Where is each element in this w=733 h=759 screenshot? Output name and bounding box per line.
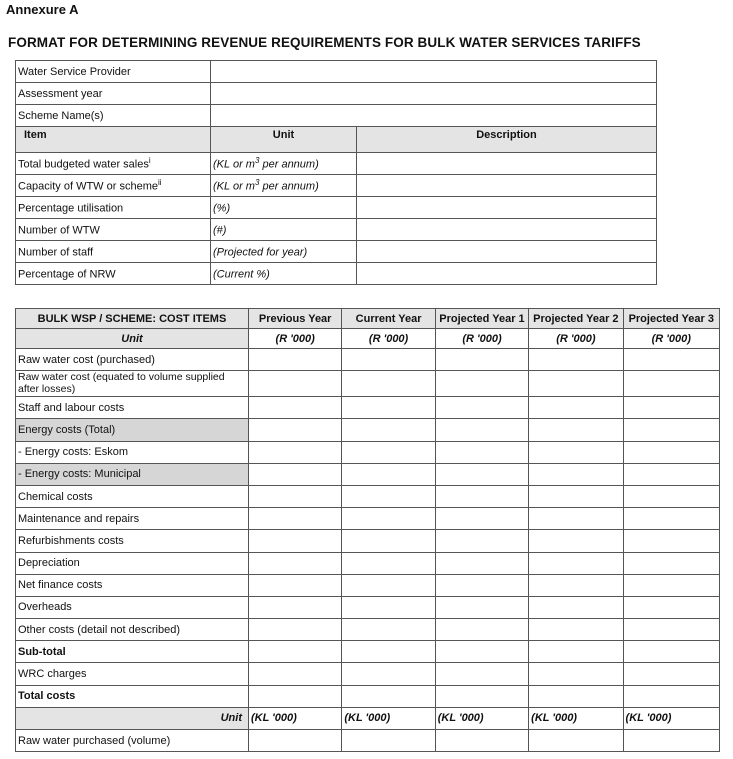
cost-value-cell[interactable] [623, 685, 719, 707]
header-cost-items: BULK WSP / SCHEME: COST ITEMS [16, 309, 249, 329]
cost-value-cell[interactable] [435, 685, 528, 707]
cost-value-cell[interactable] [623, 419, 719, 441]
scheme-info-table [15, 60, 657, 285]
unit-value [211, 197, 357, 219]
cost-value-cell[interactable] [529, 596, 623, 618]
table-row [16, 263, 657, 285]
cost-value-cell[interactable] [435, 663, 528, 685]
cost-value-cell[interactable] [435, 530, 528, 552]
cost-value-cell[interactable] [623, 397, 719, 419]
volume-unit: (KL '000) [435, 707, 528, 729]
cost-value-cell[interactable] [623, 552, 719, 574]
cost-item-label: - Energy costs: Eskom [16, 441, 249, 463]
cost-value-cell[interactable] [435, 596, 528, 618]
unit-exponent: 3 [254, 178, 260, 188]
cost-value-cell[interactable] [342, 685, 435, 707]
table-row [16, 175, 657, 197]
cost-value-cell[interactable] [342, 441, 435, 463]
cost-value-cell[interactable] [623, 463, 719, 485]
cost-value-cell[interactable] [529, 349, 623, 371]
table-row [16, 397, 720, 419]
description-cell[interactable] [357, 175, 657, 197]
cost-item-label: Raw water cost (equated to volume supplied after losses) [16, 371, 249, 397]
volume-unit: (KL '000) [529, 707, 623, 729]
cost-value-cell[interactable] [248, 463, 341, 485]
cost-value-cell[interactable] [248, 349, 341, 371]
cost-value-cell[interactable] [529, 441, 623, 463]
cost-value-cell[interactable] [248, 397, 341, 419]
cost-value-cell[interactable] [623, 441, 719, 463]
volume-value-cell[interactable] [623, 730, 719, 752]
cost-value-cell[interactable] [248, 508, 341, 530]
header-item: Item [16, 127, 211, 153]
cost-value-cell[interactable] [623, 508, 719, 530]
unit-text: (#) [213, 224, 227, 237]
item-label [16, 263, 211, 285]
cost-item-label: Raw water purchased (volume) [16, 730, 249, 752]
volume-unit-row [16, 707, 720, 729]
table-row [16, 349, 720, 371]
cost-value-cell[interactable] [342, 463, 435, 485]
cost-value-cell[interactable] [342, 663, 435, 685]
item-text: Total budgeted water sales [18, 158, 149, 171]
cost-item-label: Other costs (detail not described) [16, 619, 249, 641]
currency-unit: (R '000) [342, 329, 435, 349]
cost-value-cell[interactable] [529, 619, 623, 641]
cost-value-cell[interactable] [435, 619, 528, 641]
cost-value-cell[interactable] [623, 663, 719, 685]
currency-unit: (R '000) [529, 329, 623, 349]
item-text: Number of WTW [18, 224, 100, 237]
description-cell[interactable] [357, 241, 657, 263]
cost-value-cell[interactable] [248, 685, 341, 707]
table-row [16, 530, 720, 552]
table-row [16, 197, 657, 219]
unit-text: (Projected for year) [213, 246, 308, 259]
table-row [16, 685, 720, 707]
cost-value-cell[interactable] [623, 349, 719, 371]
header-description: Description [357, 127, 657, 153]
cost-item-label: Sub-total [16, 641, 249, 663]
cost-value-cell[interactable] [342, 397, 435, 419]
cost-item-label: WRC charges [16, 663, 249, 685]
cost-item-label: Energy costs (Total) [16, 419, 249, 441]
cost-value-cell[interactable] [248, 530, 341, 552]
cost-item-label: Refurbishments costs [16, 530, 249, 552]
cost-value-cell[interactable] [342, 508, 435, 530]
cost-value-cell[interactable] [248, 574, 341, 596]
item-text: Percentage utilisation [18, 202, 124, 215]
cost-value-cell[interactable] [248, 641, 341, 663]
item-text: Percentage of NRW [18, 268, 116, 281]
volume-value-cell[interactable] [342, 730, 435, 752]
cost-value-cell[interactable] [342, 485, 435, 507]
unit-text-suffix: per annum) [259, 158, 319, 171]
cost-value-cell[interactable] [623, 596, 719, 618]
cost-value-cell[interactable] [342, 596, 435, 618]
table-row [16, 441, 720, 463]
header-current-year: Current Year [342, 309, 435, 329]
header-projected-year-1: Projected Year 1 [435, 309, 528, 329]
header-projected-year-2: Projected Year 2 [529, 309, 623, 329]
annexure-label: Annexure A [6, 2, 79, 17]
description-cell[interactable] [357, 263, 657, 285]
volume-unit: (KL '000) [623, 707, 719, 729]
unit-value [211, 219, 357, 241]
volume-value-cell[interactable] [435, 730, 528, 752]
cost-value-cell[interactable] [529, 552, 623, 574]
table-row [16, 663, 720, 685]
volume-unit: (KL '000) [248, 707, 341, 729]
cost-value-cell[interactable] [248, 371, 341, 397]
unit-value [211, 175, 357, 197]
info-value-cell[interactable] [211, 83, 657, 105]
cost-value-cell[interactable] [248, 596, 341, 618]
currency-unit: (R '000) [248, 329, 341, 349]
cost-value-cell[interactable] [623, 619, 719, 641]
cost-item-label: Depreciation [16, 552, 249, 574]
volume-unit: (KL '000) [342, 707, 435, 729]
cost-value-cell[interactable] [529, 397, 623, 419]
cost-value-cell[interactable] [248, 441, 341, 463]
cost-value-cell[interactable] [529, 663, 623, 685]
cost-value-cell[interactable] [529, 508, 623, 530]
cost-item-label: Maintenance and repairs [16, 508, 249, 530]
table-row [16, 619, 720, 641]
cost-item-label: Chemical costs [16, 485, 249, 507]
header-unit: Unit [211, 127, 357, 153]
page-title: FORMAT FOR DETERMINING REVENUE REQUIREMENTS FOR BULK WATER SERVICES TARIFFS [8, 35, 641, 50]
cost-value-cell[interactable] [529, 530, 623, 552]
unit-text: (%) [213, 202, 231, 215]
description-cell[interactable] [357, 219, 657, 241]
cost-value-cell[interactable] [623, 371, 719, 397]
cost-item-label: Raw water cost (purchased) [16, 349, 249, 371]
cost-value-cell[interactable] [529, 371, 623, 397]
volume-unit-label: Unit [16, 707, 249, 729]
cost-value-cell[interactable] [342, 419, 435, 441]
item-label [16, 241, 211, 263]
cost-items-table [15, 308, 720, 752]
table-row [16, 463, 720, 485]
table-row [16, 241, 657, 263]
cost-value-cell[interactable] [623, 530, 719, 552]
currency-unit: (R '000) [623, 329, 719, 349]
table-row [16, 641, 720, 663]
cost-value-cell[interactable] [529, 485, 623, 507]
unit-value [211, 263, 357, 285]
table-row [16, 574, 720, 596]
item-text: Capacity of WTW or scheme [18, 180, 158, 193]
unit-text: (Current %) [213, 268, 270, 281]
unit-value [211, 153, 357, 175]
cost-value-cell[interactable] [435, 397, 528, 419]
header-unit: Unit [16, 329, 249, 349]
table-row [16, 371, 720, 397]
footnote-marker: i [148, 156, 151, 166]
cost-value-cell[interactable] [435, 641, 528, 663]
cost-item-label: Overheads [16, 596, 249, 618]
header-projected-year-3: Projected Year 3 [623, 309, 719, 329]
unit-exponent: 3 [254, 156, 260, 166]
info-value-cell[interactable] [211, 61, 657, 83]
cost-value-cell[interactable] [435, 574, 528, 596]
cost-value-cell[interactable] [342, 641, 435, 663]
table-row [16, 730, 720, 752]
table-row [16, 153, 657, 175]
cost-value-cell[interactable] [435, 419, 528, 441]
item-label [16, 219, 211, 241]
table-row [16, 419, 720, 441]
cost-value-cell[interactable] [529, 641, 623, 663]
cost-value-cell[interactable] [529, 419, 623, 441]
cost-value-cell[interactable] [435, 485, 528, 507]
unit-value [211, 241, 357, 263]
footnote-marker: ii [157, 178, 162, 188]
cost-value-cell[interactable] [435, 441, 528, 463]
table-row [16, 485, 720, 507]
cost-item-label: - Energy costs: Municipal [16, 463, 249, 485]
volume-value-cell[interactable] [248, 730, 341, 752]
cost-value-cell[interactable] [435, 508, 528, 530]
cost-value-cell[interactable] [435, 371, 528, 397]
cost-value-cell[interactable] [248, 552, 341, 574]
cost-value-cell[interactable] [623, 485, 719, 507]
info-label: Scheme Name(s) [16, 105, 211, 127]
cost-value-cell[interactable] [342, 619, 435, 641]
table-row [16, 552, 720, 574]
table-row [16, 596, 720, 618]
cost-item-label: Net finance costs [16, 574, 249, 596]
item-label [16, 175, 211, 197]
cost-value-cell[interactable] [435, 552, 528, 574]
cost-value-cell[interactable] [623, 641, 719, 663]
volume-value-cell[interactable] [529, 730, 623, 752]
cost-value-cell[interactable] [435, 349, 528, 371]
cost-value-cell[interactable] [248, 663, 341, 685]
cost-value-cell[interactable] [529, 574, 623, 596]
info-label: Water Service Provider [16, 61, 211, 83]
unit-text-suffix: per annum) [259, 180, 319, 193]
table-row [16, 219, 657, 241]
cost-value-cell[interactable] [248, 419, 341, 441]
cost-value-cell[interactable] [529, 685, 623, 707]
cost-item-label: Total costs [16, 685, 249, 707]
unit-text: (KL or m [213, 158, 255, 171]
cost-value-cell[interactable] [248, 485, 341, 507]
cost-item-label: Staff and labour costs [16, 397, 249, 419]
description-cell[interactable] [357, 197, 657, 219]
cost-value-cell[interactable] [342, 574, 435, 596]
cost-value-cell[interactable] [529, 463, 623, 485]
cost-value-cell[interactable] [342, 349, 435, 371]
info-label: Assessment year [16, 83, 211, 105]
cost-value-cell[interactable] [623, 574, 719, 596]
description-cell[interactable] [357, 153, 657, 175]
cost-value-cell[interactable] [342, 371, 435, 397]
cost-value-cell[interactable] [435, 463, 528, 485]
cost-value-cell[interactable] [342, 552, 435, 574]
item-label [16, 197, 211, 219]
unit-text: (KL or m [213, 180, 255, 193]
info-value-cell[interactable] [211, 105, 657, 127]
item-label [16, 153, 211, 175]
header-previous-year: Previous Year [248, 309, 341, 329]
table-row [16, 508, 720, 530]
currency-unit: (R '000) [435, 329, 528, 349]
cost-value-cell[interactable] [342, 530, 435, 552]
item-text: Number of staff [18, 246, 93, 259]
cost-value-cell[interactable] [248, 619, 341, 641]
